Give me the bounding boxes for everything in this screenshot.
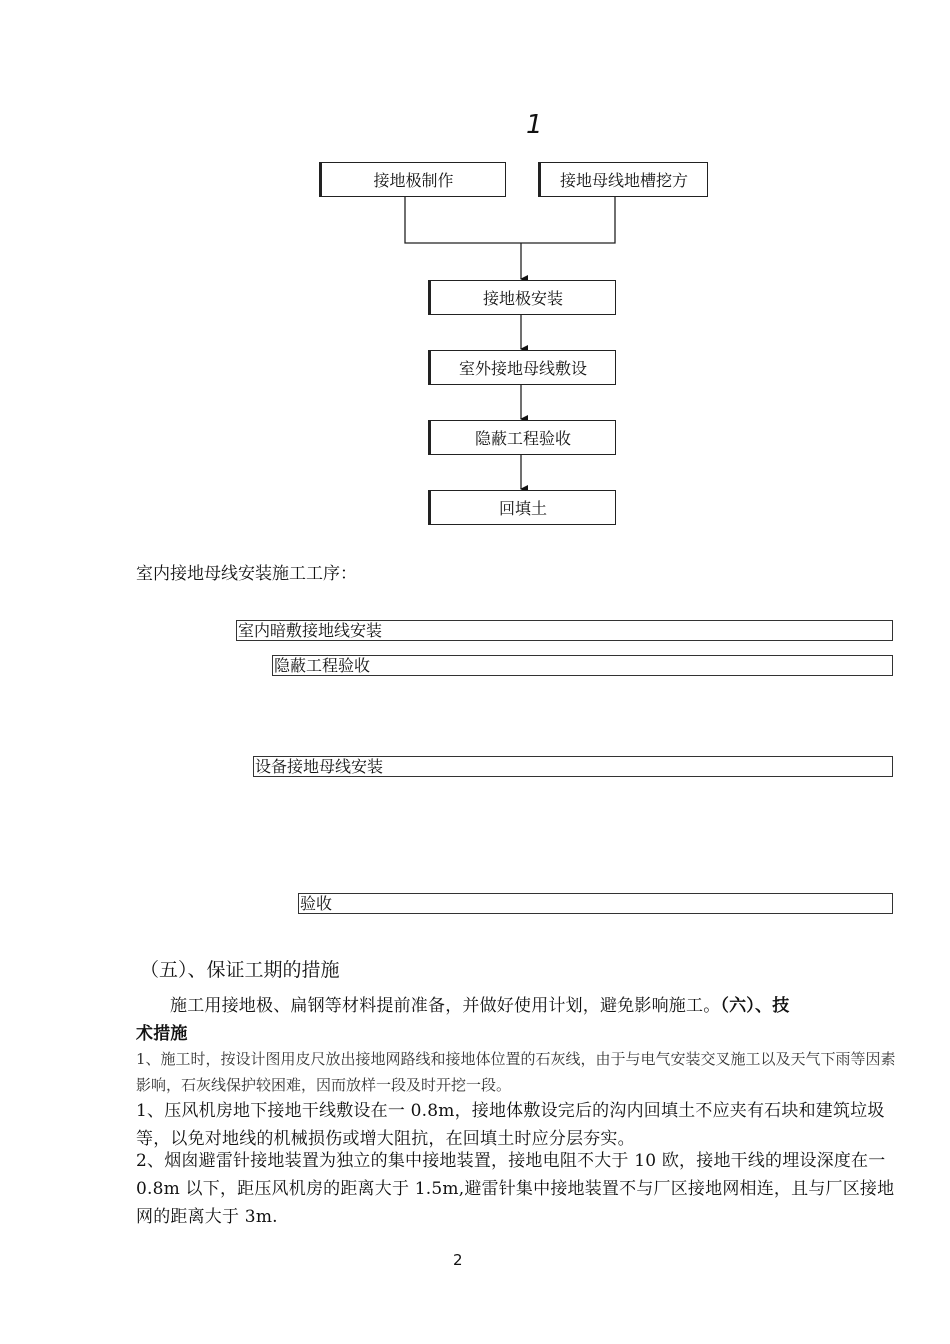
indoor-step-1: 室内暗敷接地线安装 [236,620,893,641]
flow-box-outdoor-busbar: 室外接地母线敷设 [428,350,616,385]
indoor-step-3: 设备接地母线安装 [253,756,893,777]
tech-item-2: 2、烟囱避雷针接地装置为独立的集中接地装置，接地电阻不大于 10 欧，接地干线的埋设深度在一 0.8m 以下，距压风机房的距离大于 1.5m,避雷针集中接地装置不与厂区接地网相连，且与厂区接地网的距离大于 3m. [136,1151,895,1227]
section-5-paragraph: 施工用接地极、扁钢等材料提前准备，并做好使用计划，避免影响施工。（六）、技 术措施 [136,996,790,1044]
flow-box-concealed-inspection: 隐蔽工程验收 [428,420,616,455]
tech-item-1: 1、压风机房地下接地干线敷设在一 0.8m，接地体敷设完后的沟内回填土不应夹有石块和建筑垃圾等，以免对地线的机械损伤或增大阻抗，在回填土时应分层夯实。 [136,1101,885,1149]
page-number: 2 [453,1251,463,1269]
section-5-heading: （五）、保证工期的措施 [140,959,340,981]
flow-box-backfill: 回填土 [428,490,616,525]
indoor-step-4: 验收 [298,893,893,914]
figure-number: 1 [526,110,543,140]
indoor-step-2: 隐蔽工程验收 [272,655,893,676]
tech-item-1-note: 1、施工时，按设计图用皮尺放出接地网路线和接地体位置的石灰线，由于与电气安装交叉施工以及天气下雨等因素影响，石灰线保护较困难，因而放样一段及时开挖一段。 [136,1050,896,1094]
merge-line [405,196,615,243]
indoor-procedure-title: 室内接地母线安装施工工序： [136,564,357,584]
flow-box-electrode-install: 接地极安装 [428,280,616,315]
flow-box-trench-excavation: 接地母线地槽挖方 [538,162,708,197]
flow-box-electrode-making: 接地极制作 [319,162,506,197]
